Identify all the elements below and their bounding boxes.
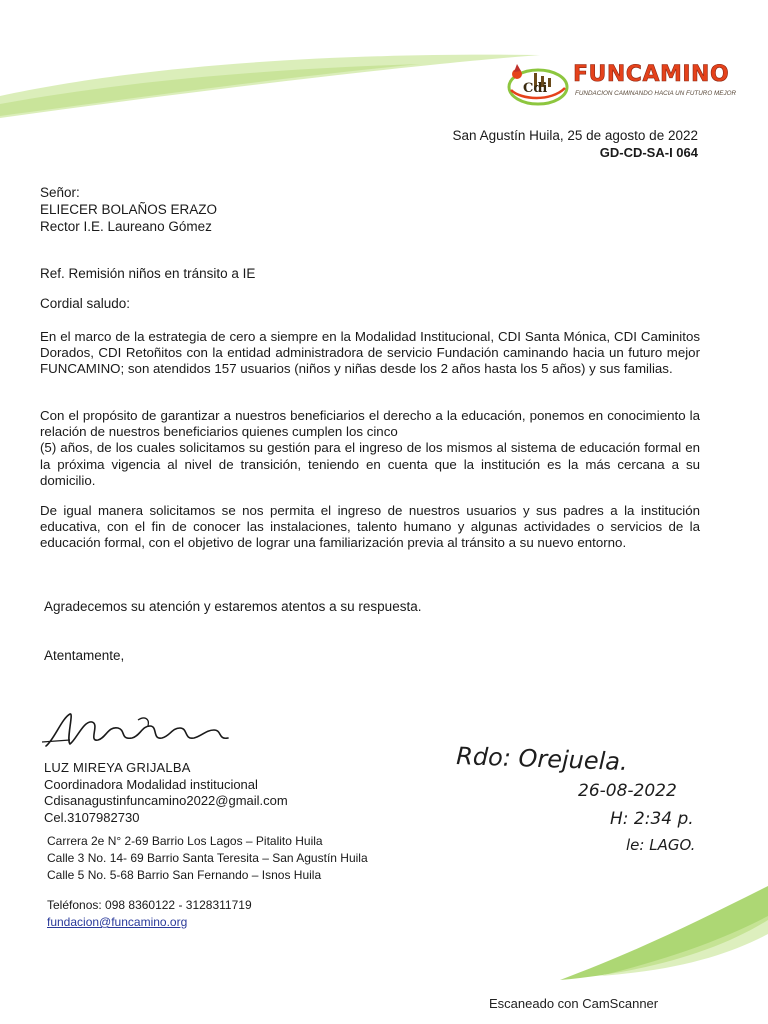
footer-address-3: Calle 5 No. 5-68 Barrio San Fernando – Isnos Huila (47, 868, 322, 882)
footer-email-link[interactable]: fundacion@funcamino.org (47, 915, 188, 929)
recipient-name: ELIECER BOLAÑOS ERAZO (40, 202, 218, 217)
footer-phones: Teléfonos: 098 8360122 - 3128311719 (47, 898, 252, 912)
signer-email: Cdisanagustinfuncamino2022@gmail.com (44, 793, 288, 808)
bottom-green-swoosh (0, 880, 768, 990)
recipient-block (40, 184, 217, 235)
logo-mark-letters: Cdi (523, 81, 548, 96)
cdi-logo-icon (505, 60, 569, 106)
received-note-line-1: Rdo: Orejuela. (455, 742, 629, 776)
document-reference-code: GD-CD-SA-I 064 (599, 145, 698, 160)
body-paragraph-2 (40, 408, 700, 489)
subject-reference: Ref. Remisión niños en tránsito a IE (40, 266, 256, 281)
logo-tagline: FUNDACION CAMINANDO HACIA UN FUTURO MEJOR (575, 90, 737, 97)
footer-address-2: Calle 3 No. 14- 69 Barrio Santa Teresita – San Agustín Huila (47, 851, 368, 865)
received-note-line-4: le: LAGO. (626, 836, 696, 854)
handwritten-received-note (450, 728, 760, 868)
closing-line: Atentamente, (44, 648, 125, 663)
signer-phone: Cel.3107982730 (44, 809, 140, 825)
received-note-line-3: H: 2:34 p. (610, 809, 694, 829)
footer-address-1: Carrera 2e N° 2-69 Barrio Los Lagos – Pitalito Huila (47, 834, 323, 848)
footer-addresses (47, 833, 368, 884)
camscanner-watermark: Escaneado con CamScanner (489, 996, 659, 1011)
body-paragraph-2-part-a: Con el propósito de garantizar a nuestros beneficiarios el derecho a la educación, ponemos en conocimiento la relación de nuestros beneficiarios quienes cumplen los cinco (40, 408, 700, 440)
body-paragraph-2-part-b: (5) años, de los cuales solicitamos su gestión para el ingreso de los mismos al sistema de educación formal en la próxima vigencia al nivel de transición, teniendo en cuenta que la institución es la más cercana a su domicilio. (40, 440, 700, 488)
received-note-line-2: 26-08-2022 (578, 781, 677, 801)
recipient-salutation: Señor: (40, 185, 80, 200)
signer-block (44, 760, 288, 826)
signer-name: LUZ MIREYA GRIJALBA (44, 760, 191, 775)
body-paragraph-3: De igual manera solicitamos se nos permita el ingreso de nuestros usuarios y sus padres a la institución educativa, con el fin de conocer las instalaciones, talento humano y algunas actividades o servicios de la educación formal, con el objetivo de lograr una familiarización previa al tránsito a su nuevo entorno. (40, 503, 700, 551)
body-paragraph-1: En el marco de la estrategia de cero a siempre en la Modalidad Institucional, CDI Santa Mónica, CDI Caminitos Dorados, CDI Retoñitos con la entidad administradora de servicio Fundación caminando hacia un futuro mejor FUNCAMINO; son atendidos 157 usuarios (niños y niñas desde los 2 años hasta los 5 años) y sus familias. (40, 329, 700, 377)
letter-date: San Agustín Huila, 25 de agosto de 2022 (452, 128, 698, 143)
recipient-position: Rector I.E. Laureano Gómez (40, 219, 212, 234)
funcamino-logo (505, 60, 745, 108)
signer-title: Coordinadora Modalidad institucional (44, 776, 258, 792)
greeting: Cordial saludo: (40, 296, 131, 311)
thanks-line: Agradecemos su atención y estaremos atentos a su respuesta. (44, 599, 422, 614)
logo-wordmark: FUNCAMINO (573, 62, 730, 87)
handwritten-signature (40, 700, 240, 760)
